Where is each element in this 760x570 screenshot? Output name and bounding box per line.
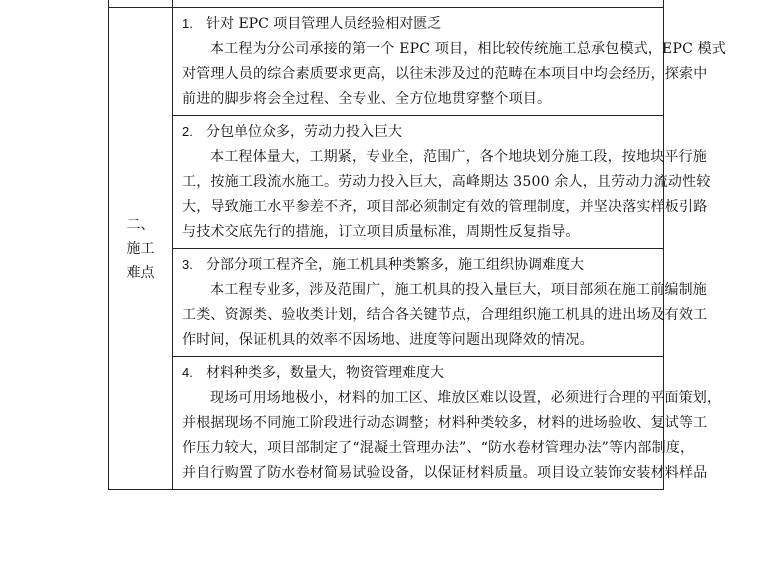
previous-row-left-cell xyxy=(109,0,173,8)
body-line: 对管理人员的综合素质要求更高，以往未涉及过的范畴在本项目中均会经历，探索中 xyxy=(182,66,708,82)
body-line: 作压力较大，项目部制定了“混凝土管理办法”、“防水卷材管理办法”等内部制度， xyxy=(182,440,695,456)
previous-row-tail xyxy=(109,0,664,8)
section-title-line1: 施工 xyxy=(126,240,155,257)
item-body xyxy=(182,386,722,486)
item-body xyxy=(182,37,727,112)
body-line: 工，按施工段流水施工。劳动力投入巨大，高峰期达 3500 余人，且劳动力流动性较 xyxy=(182,174,711,190)
item-cell-3 xyxy=(173,249,708,357)
item-body xyxy=(182,278,708,353)
item-body xyxy=(182,145,711,245)
body-line: 并根据现场不同施工阶段进行动态调整；材料种类较多，材料的进场验收、复试等工 xyxy=(182,415,708,431)
item-title: 4. 材料种类多，数量大，物资管理难度大 xyxy=(182,360,655,386)
section-title-line2: 难点 xyxy=(126,264,155,281)
body-line: 作时间，保证机具的效率不因场地、进度等问题出现降效的情况。 xyxy=(182,332,594,348)
difficulty-table xyxy=(108,0,727,490)
body-line: 本工程专业多，涉及范围广，施工机具的投入量巨大，项目部须在施工前编制施 xyxy=(210,282,707,298)
table-row xyxy=(109,249,664,357)
previous-row-right-cell xyxy=(173,0,664,8)
item-title: 1. 针对 EPC 项目管理人员经验相对匮乏 xyxy=(182,11,655,37)
table-row xyxy=(109,357,664,490)
body-line: 前进的脚步将会全过程、全专业、全方位地贯穿整个项目。 xyxy=(182,91,552,107)
item-title: 3. 分部分项工程齐全，施工机具种类繁多，施工组织协调难度大 xyxy=(182,252,655,278)
item-number: 3. xyxy=(182,257,193,272)
item-number: 2. xyxy=(182,124,193,139)
item-cell-4 xyxy=(173,357,722,490)
body-line: 与技术交底先行的措施，订立项目质量标准，周期性反复指导。 xyxy=(182,224,580,240)
item-cell-1 xyxy=(173,8,727,116)
section-label-cell xyxy=(109,8,173,490)
body-line: 并自行购置了防水卷材简易试验设备，以保证材料质量。项目设立装饰安装材料样品 xyxy=(182,465,708,481)
body-line: 本工程体量大，工期紧，专业全，范围广，各个地块划分施工段，按地块平行施 xyxy=(210,149,707,165)
body-line: 现场可用场地极小，材料的加工区、堆放区难以设置，必须进行合理的平面策划， xyxy=(210,390,722,406)
item-title: 2. 分包单位众多，劳动力投入巨大 xyxy=(182,119,655,145)
body-line: 本工程为分公司承接的第一个 EPC 项目，相比较传统施工总承包模式，EPC 模式 xyxy=(210,41,727,57)
table-row xyxy=(109,8,664,116)
section-number: 二、 xyxy=(126,216,155,233)
body-line: 工类、资源类、验收类计划，结合各关键节点，合理组织施工机具的进出场及有效工 xyxy=(182,307,708,323)
table-row xyxy=(109,116,664,249)
item-number: 4. xyxy=(182,365,193,380)
body-line: 大，导致施工水平参差不齐，项目部必须制定有效的管理制度，并坚决落实样板引路 xyxy=(182,199,708,215)
item-number: 1. xyxy=(182,16,193,31)
item-cell-2 xyxy=(173,116,711,249)
